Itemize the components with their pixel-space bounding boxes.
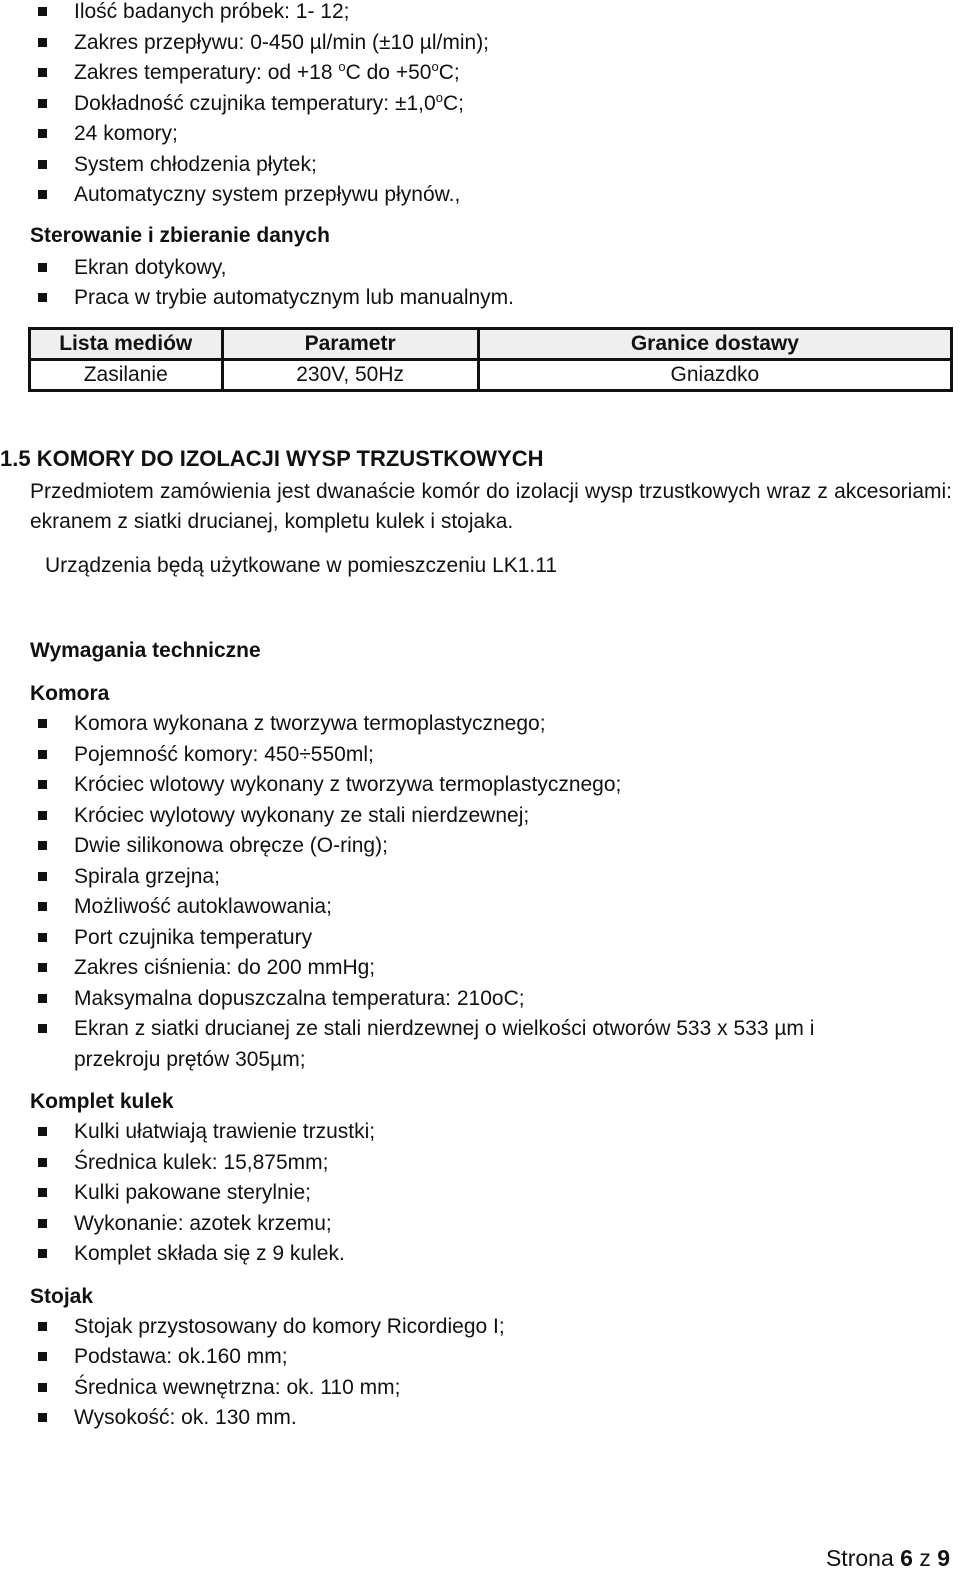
bullet-square-icon [38, 190, 47, 199]
bullet-square-icon [38, 750, 47, 759]
list-item: Zakres ciśnienia: do 200 mmHg; [0, 953, 960, 984]
list-item: System chłodzenia płytek; [0, 150, 960, 181]
bullet-square-icon [38, 1383, 47, 1392]
table-header-cell: Lista mediów [30, 329, 223, 360]
bullet-square-icon [38, 38, 47, 47]
table-header-row [30, 329, 952, 360]
list-item: Króciec wylotowy wykonany ze stali nierdzewnej; [0, 801, 960, 832]
list-item-accuracy: Dokładność czujnika temperatury: $\pm 1,0^oC$; [0, 89, 960, 120]
list-item-temp-range: Zakres temperatury: od +18 $^o$C do $+50^oC$; [0, 58, 960, 89]
bullet-square-icon [38, 872, 47, 881]
list-item: Pojemność komory: 450÷550ml; [0, 740, 960, 771]
list-item: Wykonanie: azotek krzemu; [0, 1209, 960, 1240]
bullet-square-icon [38, 1024, 47, 1033]
list-item: Port czujnika temperatury [0, 923, 960, 954]
bullet-square-icon [38, 68, 47, 77]
bullet-square-icon [38, 129, 47, 138]
media-table [28, 327, 953, 392]
table-row [30, 360, 952, 391]
bullet-square-icon [38, 780, 47, 789]
bullet-square-icon [38, 263, 47, 272]
spec-list-top [0, 0, 960, 314]
table-cell: Gniazdko [478, 360, 951, 391]
bullet-square-icon [38, 994, 47, 1003]
list-item: Kulki ułatwiają trawienie trzustki; [0, 1117, 960, 1148]
list-item: Króciec wlotowy wykonany z tworzywa termoplastycznego; [0, 770, 960, 801]
bullet-square-icon [38, 1158, 47, 1167]
page-footer [826, 1545, 950, 1572]
requirements-section [0, 636, 960, 1434]
list-item: Praca w trybie automatycznym lub manualnym. [0, 283, 960, 314]
bullet-square-icon [38, 933, 47, 942]
list-item: Komplet składa się z 9 kulek. [0, 1239, 960, 1270]
balls-heading: Komplet kulek [30, 1090, 174, 1113]
section-title: 1.5 KOMORY DO IZOLACJI WYSP TRZUSTKOWYCH [0, 446, 544, 471]
table-cell: Zasilanie [30, 360, 223, 391]
list-item: Średnica kulek: 15,875mm; [0, 1148, 960, 1179]
chamber-heading: Komora [30, 682, 110, 705]
list-item: Komora wykonana z tworzywa termoplastycznego; [0, 709, 960, 740]
footer-of: z [919, 1545, 931, 1571]
bullet-square-icon [38, 811, 47, 820]
bullet-square-icon [38, 963, 47, 972]
requirements-heading: Wymagania techniczne [30, 639, 261, 662]
control-heading: Sterowanie i zbieranie danych [30, 223, 330, 247]
list-item: Podstawa: ok.160 mm; [0, 1342, 960, 1373]
section-location: Urządzenia będą użytkowane w pomieszczeniu LK1.11 [45, 554, 558, 577]
list-item: 24 komory; [0, 119, 960, 150]
section-intro: Przedmiotem zamówienia jest dwanaście komór do izolacji wysp trzustkowych wraz z akcesoriami: ekranem z siatki drucianej, kompletu kulek i stojaka. [30, 480, 952, 533]
list-item: Średnica wewnętrzna: ok. 110 mm; [0, 1373, 960, 1404]
bullet-square-icon [38, 719, 47, 728]
list-item: Spirala grzejna; [0, 862, 960, 893]
list-item: Stojak przystosowany do komory Ricordiego I; [0, 1312, 960, 1343]
bullet-square-icon [38, 99, 47, 108]
table-header-cell: Granice dostawy [478, 329, 951, 360]
table-header-cell: Parametr [222, 329, 478, 360]
bullet-square-icon [38, 1188, 47, 1197]
stand-heading: Stojak [30, 1284, 94, 1308]
footer-label: Strona [825, 1545, 894, 1571]
footer-page-number: 6 [900, 1545, 913, 1571]
list-item: Ilość badanych próbek: 1- 12; [0, 0, 960, 28]
list-item: Maksymalna dopuszczalna temperatura: 210oC; [0, 984, 960, 1015]
list-item: Dwie silikonowa obręcze (O-ring); [0, 831, 960, 862]
bullet-square-icon [38, 1249, 47, 1258]
list-item: Zakres przepływu: 0-450 µl/min (±10 µl/min); [0, 28, 960, 59]
table-cell: 230V, 50Hz [222, 360, 478, 391]
bullet-square-icon [38, 1413, 47, 1422]
list-item: Ekran dotykowy, [0, 253, 960, 284]
bullet-square-icon [38, 841, 47, 850]
bullet-square-icon [38, 1127, 47, 1136]
bullet-square-icon [38, 902, 47, 911]
bullet-square-icon [38, 1352, 47, 1361]
bullet-square-icon [38, 293, 47, 302]
list-item: Kulki pakowane sterylnie; [0, 1178, 960, 1209]
list-item: Możliwość autoklawowania; [0, 892, 960, 923]
bullet-square-icon [38, 1219, 47, 1228]
bullet-square-icon [38, 160, 47, 169]
list-item: Automatyczny system przepływu płynów., [0, 180, 960, 211]
footer-total-pages: 9 [937, 1545, 950, 1571]
list-item: Ekran z siatki drucianej ze stali nierdzewnej o wielkości otworów 533 x 533 µm i przekroju prętów 305µm; [0, 1014, 960, 1075]
bullet-square-icon [38, 1322, 47, 1331]
list-item: Wysokość: ok. 130 mm. [0, 1403, 960, 1434]
bullet-square-icon [38, 7, 47, 16]
